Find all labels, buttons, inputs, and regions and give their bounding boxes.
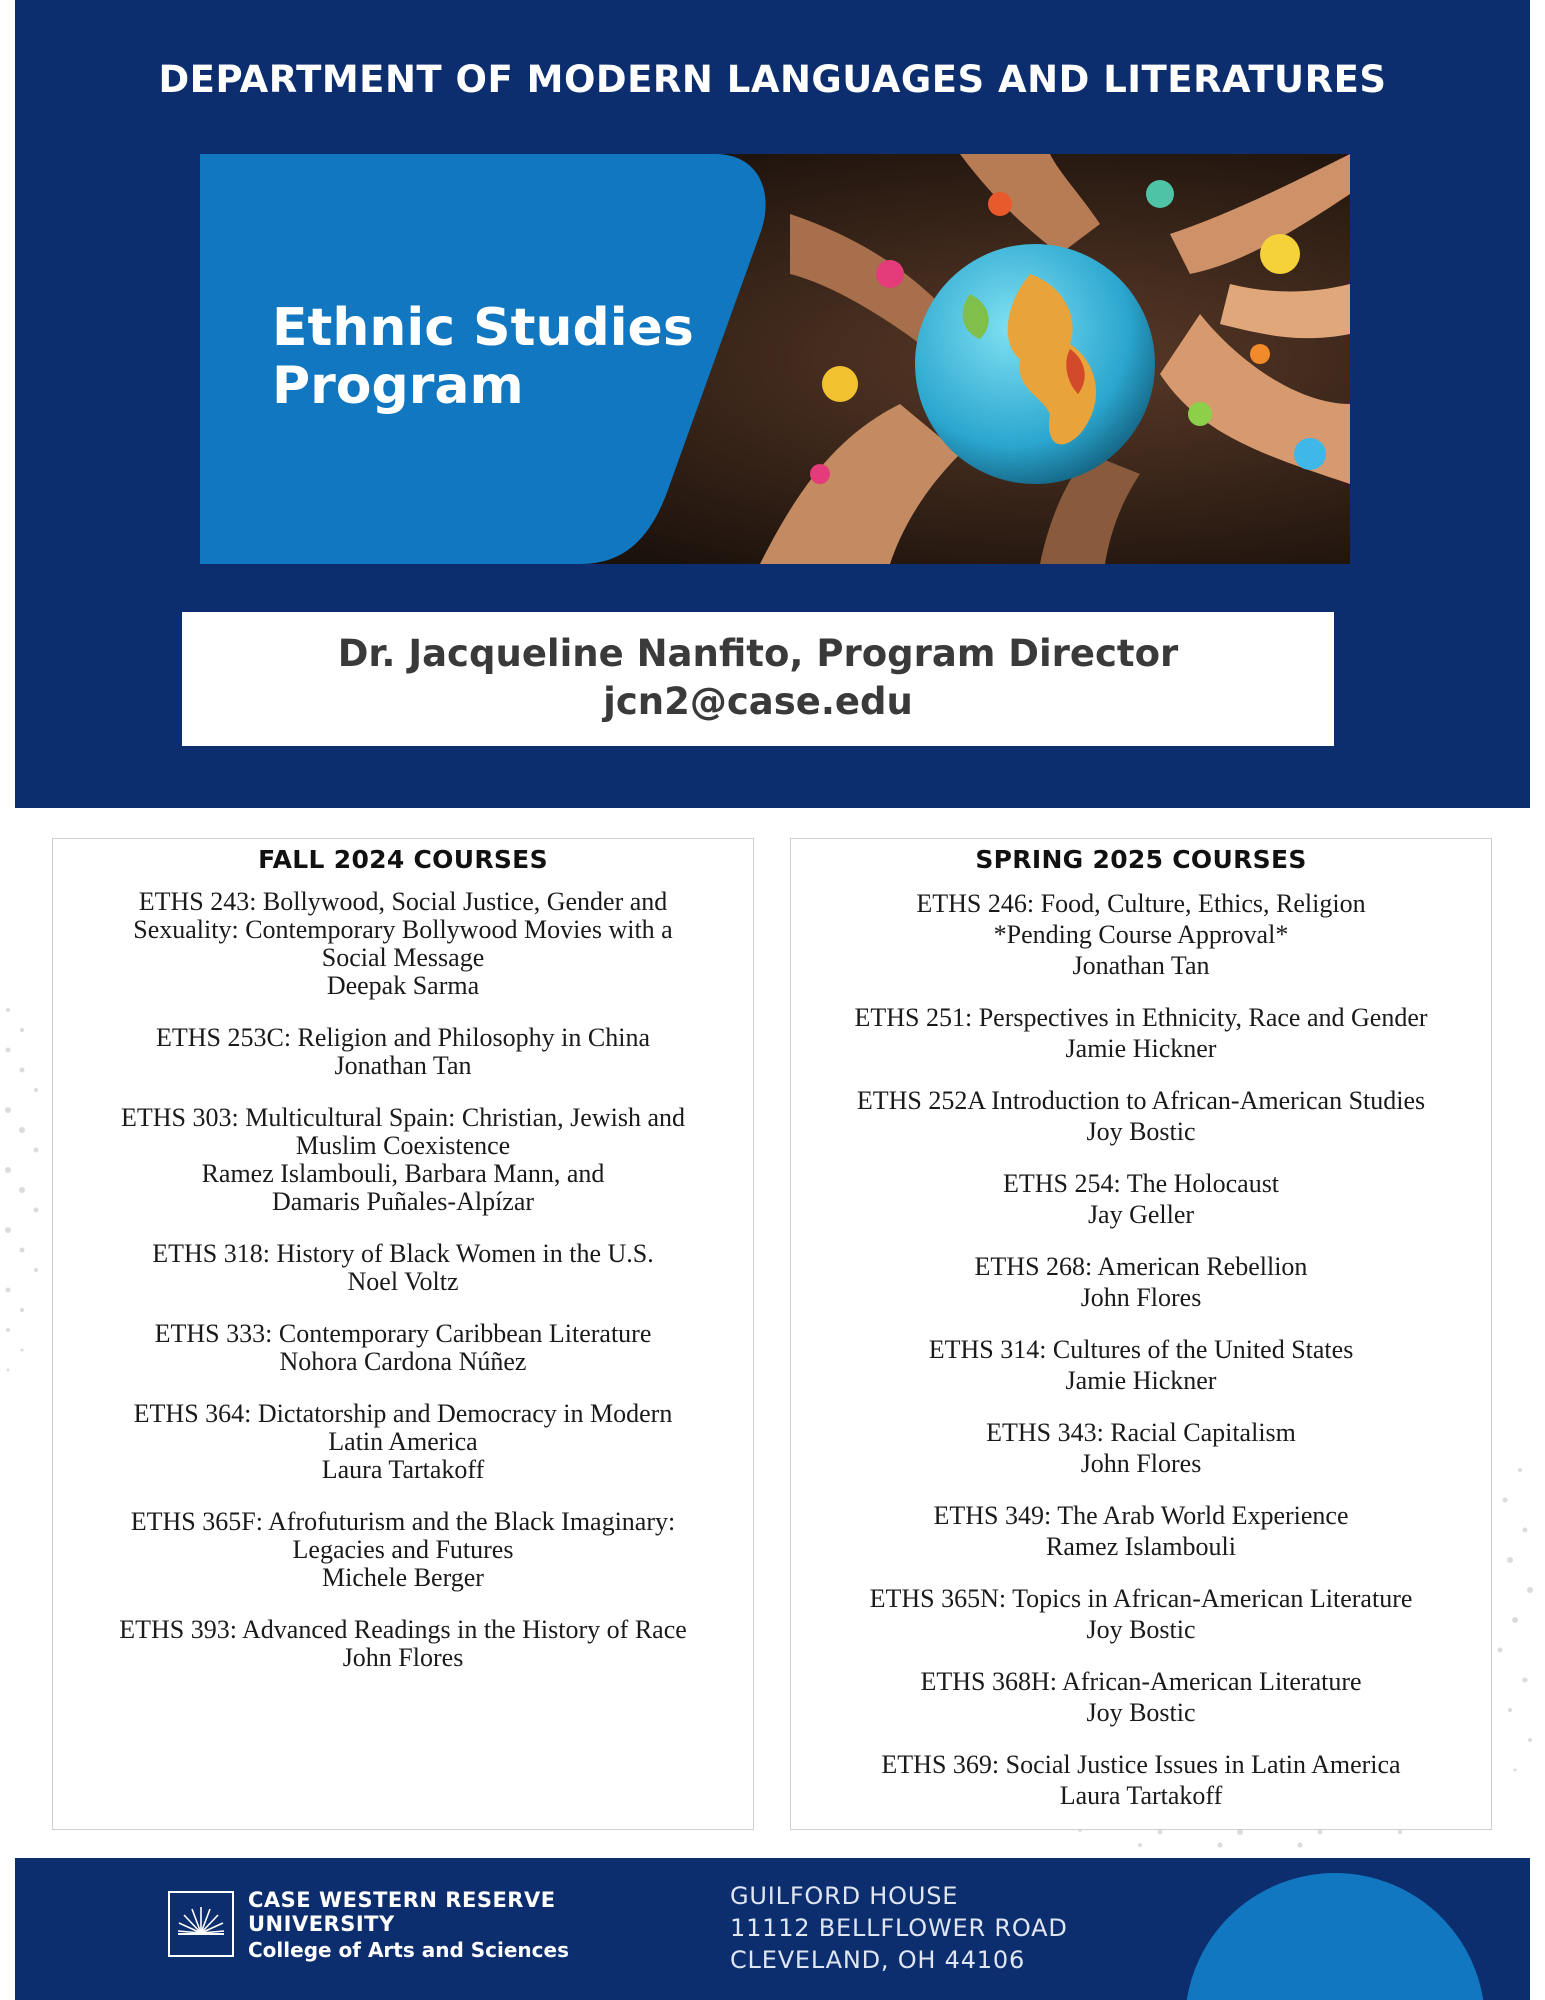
university-name <box>248 1888 556 1936</box>
address-line3: CLEVELAND, OH 44106 <box>730 1946 1026 1974</box>
course-detail-line: Ramez Islambouli <box>1046 1532 1236 1561</box>
footer-decorative-circle <box>1185 1873 1485 2000</box>
course-item <box>53 1616 753 1672</box>
course-item <box>791 1749 1491 1811</box>
course-title-line: ETHS 246: Food, Culture, Ethics, Religion <box>916 889 1366 918</box>
course-detail-line: John Flores <box>1080 1283 1202 1312</box>
spring-courses-box <box>790 838 1492 1830</box>
spring-courses-heading: SPRING 2025 COURSES <box>975 845 1307 874</box>
course-detail-line: Noel Voltz <box>347 1267 459 1296</box>
address <box>730 1880 1068 1976</box>
course-detail-line: Damaris Puñales-Alpízar <box>271 1187 535 1216</box>
course-title-line: ETHS 253C: Religion and Philosophy in China <box>155 1023 650 1052</box>
course-detail-line: Jonathan Tan <box>334 1051 472 1080</box>
director-box <box>182 612 1334 746</box>
course-detail-line: Joy Bostic <box>1086 1698 1196 1727</box>
university-name-line2: UNIVERSITY <box>248 1912 395 1936</box>
course-detail-line: Ramez Islambouli, Barbara Mann, and <box>201 1159 605 1188</box>
course-title-line: ETHS 303: Multicultural Spain: Christian, Jewish and <box>120 1103 685 1132</box>
program-title-line1: Ethnic Studies <box>272 298 694 358</box>
course-detail-line: John Flores <box>342 1643 464 1672</box>
course-detail-line: Muslim Coexistence <box>295 1131 511 1160</box>
footer <box>15 1858 1530 2000</box>
course-detail-line: Joy Bostic <box>1086 1117 1196 1146</box>
course-item <box>791 1334 1491 1396</box>
director-email[interactable]: jcn2@case.edu <box>603 680 913 723</box>
course-item <box>53 1240 753 1296</box>
course-detail-line: Latin America <box>328 1427 478 1456</box>
course-item <box>791 1500 1491 1562</box>
spring-course-list <box>791 888 1491 1811</box>
course-detail-line: Jonathan Tan <box>1072 951 1210 980</box>
course-item <box>53 1024 753 1080</box>
course-title-line: ETHS 268: American Rebellion <box>974 1252 1308 1281</box>
course-detail-line: Jamie Hickner <box>1065 1034 1217 1063</box>
course-title-line: ETHS 333: Contemporary Caribbean Literature <box>154 1319 652 1348</box>
decorative-dots-left <box>0 1000 60 1420</box>
university-logo <box>168 1891 234 1957</box>
course-item <box>53 1400 753 1484</box>
course-detail-line: Sexuality: Contemporary Bollywood Movies with a <box>133 915 673 944</box>
course-title-line: ETHS 364: Dictatorship and Democracy in Modern <box>133 1399 673 1428</box>
college-name: College of Arts and Sciences <box>248 1938 569 1962</box>
program-title <box>272 299 694 415</box>
course-title-line: ETHS 343: Racial Capitalism <box>986 1418 1296 1447</box>
course-item <box>791 1417 1491 1479</box>
course-title-line: ETHS 368H: African-American Literature <box>920 1667 1362 1696</box>
course-title-line: ETHS 252A Introduction to African-American Studies <box>856 1086 1426 1115</box>
fall-course-list <box>53 888 753 1672</box>
address-line1: GUILFORD HOUSE <box>730 1882 959 1910</box>
course-item <box>53 888 753 1000</box>
course-detail-line: Social Message <box>321 943 485 972</box>
course-title-line: ETHS 393: Advanced Readings in the History of Race <box>119 1615 687 1644</box>
course-title-line: ETHS 314: Cultures of the United States <box>928 1335 1354 1364</box>
course-item <box>791 888 1491 981</box>
starburst-icon <box>170 1893 232 1955</box>
department-title: DEPARTMENT OF MODERN LANGUAGES AND LITERATURES <box>158 58 1387 101</box>
course-title-line: ETHS 349: The Arab World Experience <box>933 1501 1349 1530</box>
hero-banner <box>200 154 1350 564</box>
course-detail-line: Nohora Cardona Núñez <box>279 1347 527 1376</box>
course-item <box>53 1104 753 1216</box>
course-detail-line: John Flores <box>1080 1449 1202 1478</box>
fall-courses-heading: FALL 2024 COURSES <box>258 845 548 874</box>
course-title-line: ETHS 251: Perspectives in Ethnicity, Race and Gender <box>854 1003 1428 1032</box>
course-item <box>791 1666 1491 1728</box>
course-item <box>791 1251 1491 1313</box>
course-title-line: ETHS 318: History of Black Women in the U.S. <box>152 1239 654 1268</box>
university-name-line1: CASE WESTERN RESERVE <box>248 1888 556 1912</box>
course-item <box>53 1320 753 1376</box>
program-title-line2: Program <box>272 356 524 416</box>
course-detail-line: Michele Berger <box>322 1563 484 1592</box>
course-title-line: ETHS 243: Bollywood, Social Justice, Gender and <box>138 887 668 916</box>
course-detail-line: Jay Geller <box>1087 1200 1195 1229</box>
course-detail-line: Legacies and Futures <box>292 1535 514 1564</box>
course-detail-line: Jamie Hickner <box>1065 1366 1217 1395</box>
course-title-line: ETHS 365N: Topics in African-American Literature <box>869 1584 1413 1613</box>
course-item <box>791 1002 1491 1064</box>
course-title-line: ETHS 254: The Holocaust <box>1002 1169 1280 1198</box>
course-title-line: ETHS 369: Social Justice Issues in Latin America <box>881 1750 1401 1779</box>
course-title-line: ETHS 365F: Afrofuturism and the Black Imaginary: <box>130 1507 676 1536</box>
address-line2: 11112 BELLFLOWER ROAD <box>730 1914 1068 1942</box>
director-name: Dr. Jacqueline Nanfito, Program Director <box>337 632 1179 675</box>
course-item <box>53 1508 753 1592</box>
course-detail-line: Joy Bostic <box>1086 1615 1196 1644</box>
course-detail-line: *Pending Course Approval* <box>993 920 1289 949</box>
course-item <box>791 1583 1491 1645</box>
course-item <box>791 1168 1491 1230</box>
fall-courses-box <box>52 838 754 1830</box>
course-detail-line: Laura Tartakoff <box>1059 1781 1223 1810</box>
course-item <box>791 1085 1491 1147</box>
course-detail-line: Deepak Sarma <box>326 971 480 1000</box>
course-detail-line: Laura Tartakoff <box>321 1455 485 1484</box>
